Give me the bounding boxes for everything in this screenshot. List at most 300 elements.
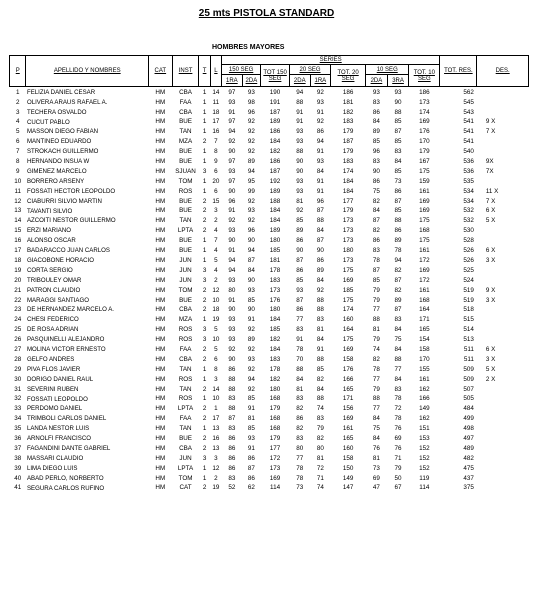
cell-20-first: 90 — [296, 167, 304, 175]
cell-10-second: 93 — [394, 88, 402, 96]
cell-lane: 19 — [212, 484, 220, 492]
cell-150-second: 92 — [247, 345, 255, 353]
cell-total-10: 169 — [419, 197, 430, 205]
cell-10-first: 82 — [372, 355, 380, 363]
cell-total-10: 168 — [419, 296, 430, 304]
cell-total-result: 519 — [463, 286, 474, 294]
cell-name: PIVA FLOS JAVIER — [26, 365, 81, 373]
cell-150-second: 93 — [247, 355, 255, 363]
cell-position: 35 — [14, 425, 22, 433]
cell-tiebreak — [477, 464, 529, 474]
cell-name: DE ROSA ADRIAN — [26, 326, 79, 334]
col-header-l: L — [210, 56, 221, 87]
cell-total-10: 169 — [419, 118, 430, 126]
cell-tiebreak: 2 X — [485, 375, 496, 383]
cell-institution: JUN — [179, 266, 192, 274]
cell-turn: 3 — [202, 336, 207, 344]
cell-20-first: 78 — [296, 464, 304, 472]
cell-position: 1 — [15, 88, 20, 96]
cell-20-second: 80 — [316, 444, 324, 452]
cell-150-second: 90 — [247, 237, 255, 245]
table-header — [10, 56, 529, 87]
cell-total-10: 152 — [419, 464, 430, 472]
cell-150-first: 97 — [228, 118, 236, 126]
cell-150-first: 97 — [228, 177, 236, 185]
cell-20-second: 89 — [316, 266, 324, 274]
cell-turn: 2 — [202, 484, 207, 492]
cell-tiebreak — [477, 98, 529, 108]
cell-total-result: 532 — [463, 207, 474, 215]
cell-total-10: 149 — [419, 405, 430, 413]
cell-total-10: 173 — [419, 98, 430, 106]
cell-150-second: 87 — [247, 256, 255, 264]
cell-20-first: 78 — [296, 345, 304, 353]
cell-10-second: 89 — [394, 237, 402, 245]
table-row — [10, 98, 529, 108]
cell-category: HM — [155, 454, 166, 462]
cell-category: HM — [155, 345, 166, 353]
cell-turn: 1 — [202, 98, 207, 106]
cell-total-20: 184 — [342, 177, 354, 185]
cell-turn: 1 — [202, 464, 207, 472]
cell-name: ERZI MARIANO — [26, 227, 71, 235]
cell-total-150: 186 — [269, 158, 281, 166]
cell-10-first: 84 — [372, 415, 380, 423]
cell-category: HM — [155, 88, 166, 96]
cell-name: PERDOMO DANIEL — [26, 405, 83, 413]
cell-total-result: 505 — [463, 395, 474, 403]
cell-10-second: 86 — [394, 187, 402, 195]
cell-category: HM — [155, 415, 166, 423]
cell-150-first: 90 — [228, 237, 236, 245]
cell-institution: MZA — [178, 316, 193, 324]
cell-position: 9 — [15, 167, 20, 175]
cell-10-first: 86 — [372, 177, 380, 185]
col-header-des: DES. — [477, 56, 529, 87]
cell-total-result: 484 — [463, 405, 474, 413]
cell-position: 14 — [14, 217, 22, 225]
cell-total-150: 183 — [269, 276, 281, 284]
cell-20-second: 94 — [316, 138, 324, 146]
cell-lane: 3 — [214, 454, 218, 462]
cell-20-second: 91 — [316, 108, 324, 116]
cell-20-second: 84 — [316, 167, 324, 175]
cell-tiebreak: 5 X — [485, 217, 496, 225]
cell-name: CORTA SERGIO — [26, 266, 73, 274]
cell-institution: BUE — [179, 148, 193, 156]
cell-institution: TAN — [179, 425, 192, 433]
cell-turn: 2 — [202, 415, 207, 423]
cell-total-150: 184 — [269, 345, 281, 353]
col-header-150seg: 150 SEG — [222, 65, 261, 75]
table-row — [10, 207, 529, 217]
cell-position: 41 — [14, 484, 22, 492]
cell-lane: 8 — [214, 148, 218, 156]
cell-tiebreak: 3 X — [485, 355, 496, 363]
cell-total-result: 535 — [463, 177, 474, 185]
cell-institution: TAN — [179, 128, 192, 136]
cell-total-20: 160 — [342, 444, 354, 452]
cell-category: HM — [155, 365, 166, 373]
cell-150-second: 98 — [247, 98, 255, 106]
cell-name: PASQUINELLI ALEJANDRO — [26, 336, 105, 344]
cell-name: MARAGGI SANTIAGO — [26, 296, 89, 304]
cell-lane: 4 — [214, 266, 218, 274]
cell-total-10: 165 — [419, 326, 430, 334]
cell-20-second: 88 — [316, 306, 324, 314]
cell-institution: JUN — [179, 276, 192, 284]
cell-position: 16 — [14, 237, 22, 245]
cell-150-first: 97 — [228, 158, 236, 166]
cell-10-second: 90 — [394, 98, 402, 106]
table-row — [10, 414, 529, 424]
cell-lane: 18 — [212, 108, 220, 116]
cell-10-second: 75 — [394, 336, 402, 344]
cell-total-150: 168 — [269, 425, 281, 433]
cell-turn: 1 — [202, 256, 207, 264]
cell-category: HM — [155, 98, 166, 106]
cell-name: HERNANDO INSUA W — [26, 158, 90, 166]
cell-total-20: 181 — [342, 98, 354, 106]
cell-name: BADARACCO JUAN CARLOS — [26, 247, 110, 255]
cell-name: GIMENEZ MARCELO — [26, 168, 87, 176]
cell-lane: 18 — [212, 306, 220, 314]
cell-total-10: 171 — [419, 316, 430, 324]
cell-tiebreak — [477, 414, 529, 424]
cell-lane: 8 — [214, 365, 218, 373]
cell-total-150: 173 — [269, 464, 281, 472]
cell-150-second: 91 — [247, 405, 255, 413]
cell-turn: 1 — [202, 395, 207, 403]
cell-total-10: 169 — [419, 266, 430, 274]
cell-tiebreak — [477, 444, 529, 454]
cell-institution: TOM — [178, 286, 193, 294]
cell-lane: 4 — [214, 227, 218, 235]
cell-total-result: 511 — [463, 355, 474, 363]
cell-institution: CAT — [179, 484, 192, 492]
cell-turn: 2 — [202, 286, 207, 294]
cell-name: PATRON CLAUDIO — [26, 286, 81, 294]
cell-tiebreak — [477, 395, 529, 405]
cell-total-result: 497 — [463, 434, 474, 442]
cell-total-150: 184 — [269, 217, 281, 225]
cell-total-150: 168 — [269, 415, 281, 423]
cell-total-10: 162 — [419, 385, 430, 393]
cell-institution: MZA — [178, 138, 193, 146]
cell-150-second: 84 — [247, 266, 255, 274]
cell-total-150: 190 — [269, 88, 281, 96]
cell-lane: 10 — [212, 395, 220, 403]
cell-turn: 3 — [202, 454, 207, 462]
cell-total-20: 160 — [342, 316, 354, 324]
table-row — [10, 236, 529, 246]
cell-lane: 15 — [212, 197, 220, 205]
cell-20-second: 82 — [316, 375, 324, 383]
cell-tiebreak — [477, 266, 529, 276]
cell-position: 15 — [14, 227, 22, 235]
cell-institution: BUE — [179, 237, 193, 245]
cell-total-20: 176 — [342, 365, 354, 373]
cell-institution: BUE — [179, 434, 193, 442]
cell-20-first: 87 — [296, 296, 304, 304]
col-header-series: SERIES — [222, 56, 440, 65]
cell-10-first: 86 — [372, 237, 380, 245]
cell-category: HM — [155, 237, 166, 245]
cell-total-10: 170 — [419, 355, 430, 363]
cell-institution: ROS — [178, 326, 193, 334]
cell-category: HM — [155, 405, 166, 413]
cell-10-second: 87 — [394, 128, 402, 136]
col-header-150-2: 2DA — [242, 75, 261, 87]
table-row — [10, 187, 529, 197]
cell-20-second: 92 — [316, 88, 324, 96]
cell-10-second: 79 — [394, 464, 402, 472]
cell-category: HM — [155, 425, 166, 433]
cell-20-second: 91 — [316, 345, 324, 353]
cell-category: HM — [155, 286, 166, 294]
cell-20-first: 80 — [296, 444, 304, 452]
cell-10-second: 87 — [394, 197, 402, 205]
cell-total-10: 186 — [419, 88, 430, 96]
cell-position: 21 — [14, 286, 22, 294]
cell-total-20: 174 — [342, 167, 354, 175]
cell-150-first: 93 — [228, 336, 236, 344]
cell-20-first: 85 — [296, 217, 304, 225]
cell-150-first: 91 — [228, 108, 236, 116]
cell-total-result: 498 — [463, 425, 474, 433]
table-row — [10, 306, 529, 316]
cell-lane: 1 — [214, 405, 218, 413]
cell-turn: 2 — [202, 227, 207, 235]
cell-10-second: 50 — [394, 474, 402, 482]
cell-position: 18 — [14, 256, 22, 264]
cell-total-10: 161 — [419, 247, 430, 255]
col-header-tot20: TOT. 20 SEG — [331, 65, 366, 87]
cell-total-20: 186 — [342, 88, 354, 96]
cell-tiebreak — [477, 306, 529, 316]
cell-category: HM — [155, 484, 166, 492]
cell-total-10: 155 — [419, 365, 430, 373]
cell-20-first: 91 — [296, 108, 304, 116]
cell-position: 13 — [14, 207, 22, 215]
cell-total-150: 185 — [269, 247, 281, 255]
cell-total-20: 150 — [342, 464, 354, 472]
cell-20-first: 86 — [296, 415, 304, 423]
cell-total-result: 507 — [463, 385, 474, 393]
cell-total-20: 156 — [342, 405, 354, 413]
table-row — [10, 365, 529, 375]
cell-tiebreak — [477, 434, 529, 444]
cell-total-result: 534 — [463, 197, 474, 205]
cell-20-second: 93 — [316, 98, 324, 106]
cell-total-150: 184 — [269, 207, 281, 215]
cell-20-second: 81 — [316, 454, 324, 462]
cell-total-10: 158 — [419, 345, 430, 353]
cell-10-second: 78 — [394, 415, 402, 423]
cell-position: 36 — [14, 434, 22, 442]
cell-10-second: 84 — [394, 158, 402, 166]
cell-total-result: 437 — [463, 474, 474, 482]
cell-20-first: 78 — [296, 474, 304, 482]
cell-institution: ROS — [178, 395, 193, 403]
cell-10-second: 76 — [394, 444, 402, 452]
cell-10-first: 83 — [372, 158, 380, 166]
cell-150-second: 62 — [247, 484, 255, 492]
cell-20-first: 81 — [296, 197, 304, 205]
table-row — [10, 87, 529, 98]
table-row — [10, 434, 529, 444]
cell-20-first: 73 — [296, 484, 304, 492]
table-row — [10, 385, 529, 395]
cell-10-first: 75 — [372, 425, 380, 433]
cell-institution: FAA — [179, 415, 192, 423]
cell-institution: CBA — [179, 108, 193, 116]
cell-tiebreak — [477, 236, 529, 246]
table-row — [10, 454, 529, 464]
cell-total-150: 177 — [269, 444, 281, 452]
cell-150-first: 88 — [228, 405, 236, 413]
table-row — [10, 246, 529, 256]
col-header-20seg: 20 SEG — [289, 65, 330, 75]
cell-150-first: 91 — [228, 207, 236, 215]
cell-position: 10 — [14, 177, 22, 185]
cell-total-150: 176 — [269, 296, 281, 304]
cell-category: HM — [155, 434, 166, 442]
cell-total-10: 153 — [419, 434, 430, 442]
cell-total-10: 176 — [419, 128, 430, 136]
cell-tiebreak: 11 X — [485, 187, 499, 195]
cell-category: HM — [155, 316, 166, 324]
cell-total-result: 536 — [463, 158, 474, 166]
cell-position: 39 — [14, 464, 22, 472]
cell-name: TRIMBOLI CARLOS DANIEL — [26, 415, 107, 423]
table-row — [10, 315, 529, 325]
cell-total-result: 534 — [463, 187, 474, 195]
cell-total-150: 186 — [269, 128, 281, 136]
cell-total-10: 175 — [419, 237, 430, 245]
cell-institution: TOM — [178, 177, 193, 185]
cell-tiebreak: 9 X — [485, 286, 496, 294]
cell-total-10: 159 — [419, 177, 430, 185]
cell-position: 3 — [15, 108, 20, 116]
cell-20-second: 82 — [316, 434, 324, 442]
cell-150-second: 99 — [247, 187, 255, 195]
cell-10-first: 78 — [372, 365, 380, 373]
cell-total-10: 172 — [419, 256, 430, 264]
cell-150-first: 94 — [228, 256, 236, 264]
cell-10-first: 85 — [372, 276, 380, 284]
cell-name: BORRERO ARSENY — [26, 177, 85, 185]
cell-position: 11 — [14, 187, 21, 195]
cell-turn: 1 — [202, 88, 207, 96]
cell-150-first: 97 — [228, 88, 236, 96]
cell-name: DORIGO DANIEL RAUL — [26, 375, 94, 383]
cell-total-result: 518 — [463, 306, 474, 314]
cell-20-first: 85 — [296, 276, 304, 284]
cell-10-first: 82 — [372, 197, 380, 205]
cell-20-second: 92 — [316, 286, 324, 294]
cell-10-first: 84 — [372, 207, 380, 215]
cell-20-second: 83 — [316, 316, 324, 324]
cell-lane: 5 — [214, 345, 218, 353]
cell-10-second: 78 — [394, 395, 402, 403]
cell-20-first: 90 — [296, 247, 304, 255]
cell-20-second: 87 — [316, 207, 324, 215]
cell-category: HM — [155, 197, 166, 205]
cell-institution: BUE — [179, 158, 193, 166]
cell-lane: 9 — [214, 158, 218, 166]
cell-150-first: 80 — [228, 286, 236, 294]
cell-150-second: 93 — [247, 207, 255, 215]
cell-tiebreak — [477, 405, 529, 415]
cell-tiebreak: 3 X — [485, 256, 496, 264]
cell-institution: JUN — [179, 454, 192, 462]
table-row — [10, 108, 529, 118]
col-header-tot10: TOT. 10 SEG — [409, 65, 440, 87]
cell-10-first: 85 — [372, 138, 380, 146]
cell-total-150: 191 — [269, 98, 281, 106]
cell-total-10: 161 — [419, 187, 430, 195]
cell-institution: LPTA — [177, 405, 194, 413]
table-row — [10, 286, 529, 296]
cell-150-first: 86 — [228, 454, 236, 462]
cell-position: 28 — [14, 355, 22, 363]
cell-turn: 1 — [202, 316, 207, 324]
table-row — [10, 355, 529, 365]
cell-150-first: 93 — [228, 227, 236, 235]
cell-total-result: 509 — [463, 365, 474, 373]
cell-lane: 16 — [212, 128, 220, 136]
cell-name: TECHERA OSVALDO — [26, 108, 87, 116]
cell-total-20: 179 — [342, 128, 354, 136]
cell-name: LIMA DIEGO LUIS — [26, 464, 78, 472]
cell-150-first: 92 — [228, 345, 236, 353]
cell-total-150: 180 — [269, 306, 281, 314]
cell-10-second: 88 — [394, 355, 402, 363]
cell-total-result: 524 — [463, 276, 474, 284]
cell-150-second: 92 — [247, 128, 255, 136]
cell-category: HM — [155, 108, 166, 116]
cell-tiebreak — [477, 87, 529, 98]
cell-tiebreak: 9 X — [485, 118, 496, 126]
cell-total-150: 188 — [269, 197, 281, 205]
cell-20-second: 81 — [316, 326, 324, 334]
cell-total-result: 525 — [463, 266, 474, 274]
cell-category: HM — [155, 326, 166, 334]
cell-turn: 3 — [202, 266, 207, 274]
cell-turn: 2 — [202, 345, 207, 353]
cell-lane: 17 — [212, 118, 220, 126]
cell-10-second: 67 — [394, 484, 402, 492]
cell-tiebreak — [477, 484, 529, 494]
col-header-name: APELLIDO Y NOMBRES — [26, 56, 149, 87]
cell-20-second: 86 — [316, 256, 324, 264]
cell-total-10: 161 — [419, 375, 430, 383]
cell-category: HM — [155, 128, 166, 136]
cell-total-150: 168 — [269, 395, 281, 403]
cell-category: HM — [155, 148, 166, 156]
category-subtitle: HOMBRES MAYORES — [212, 44, 285, 51]
cell-category: HM — [155, 227, 166, 235]
cell-20-first: 70 — [296, 355, 304, 363]
cell-20-first: 77 — [296, 316, 304, 324]
cell-total-20: 166 — [342, 375, 354, 383]
cell-150-first: 52 — [228, 484, 236, 492]
cell-10-first: 84 — [372, 118, 380, 126]
cell-10-first: 83 — [372, 98, 380, 106]
cell-category: HM — [155, 306, 166, 314]
cell-lane: 14 — [212, 88, 220, 96]
